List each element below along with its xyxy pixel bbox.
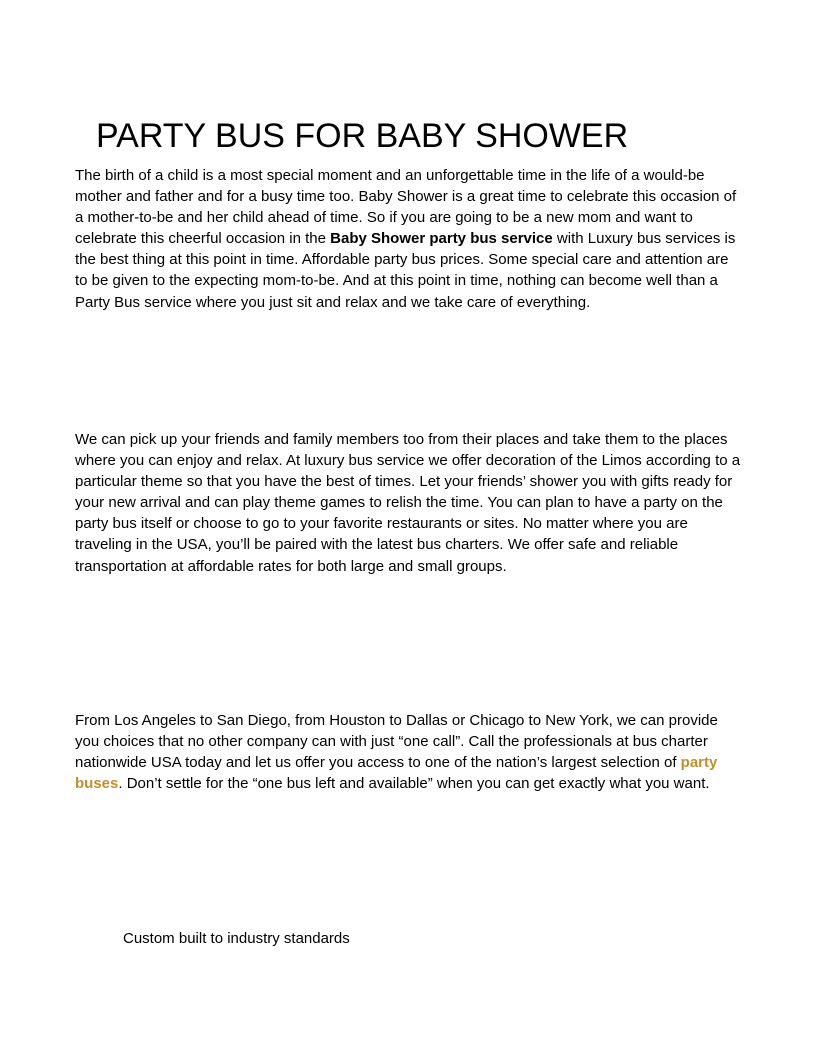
pickup-paragraph — [75, 429, 743, 577]
intro-paragraph — [75, 165, 743, 313]
locations-text-start: From Los Angeles to San Diego, from Houston to Dallas or Chicago to New York, we can provide you choices that no other company can with just “one call”. Call the professionals at bus charter nationwide USA today and let us offer you access to one of the nation’s largest selection of — [75, 712, 718, 772]
pickup-text: We can pick up your friends and family members too from their places and take them to the places where you can enjoy and relax. At luxury bus service we offer decoration of the Limos according to a particular theme so that you have the best of times. Let your friends’ shower you with gifts ready for your new arrival and can play theme games to relish the time. You can plan to have a party on the party bus itself or choose to go to your favorite restaurants or sites. No matter where you are traveling in the USA, you’ll be paired with the latest bus charters. We offer safe and reliable transportation at affordable rates for both large and small groups. — [75, 431, 741, 575]
locations-text-end: . Don’t settle for the “one bus left and available” when you can get exactly what you want. — [118, 775, 710, 793]
intro-text-end: with Luxury bus services is the best thing at this point in time. Affordable party bus prices. Some special care and attention are to be given to the expecting mom-to-be. And at this point in time, nothing can become well than a Party Bus service where you just sit and relax and we take care of everything. — [75, 230, 736, 311]
list-item: Custom built to industry standards — [123, 930, 350, 947]
page-title: PARTY BUS FOR BABY SHOWER — [96, 117, 629, 155]
locations-paragraph — [75, 710, 743, 794]
intro-text-start: The birth of a child is a most special moment and an unforgettable time in the life of a would-be mother and father and for a busy time too. Baby Shower is a great time to celebrate this occasion of a mother-to-be and her child ahead of time. So if you are going to be a new mom and want to celebrate this cheerful occasion in the — [75, 167, 737, 248]
party-buses-link[interactable]: party buses — [75, 754, 718, 793]
baby-shower-service-bold: Baby Shower party bus service — [330, 230, 553, 248]
